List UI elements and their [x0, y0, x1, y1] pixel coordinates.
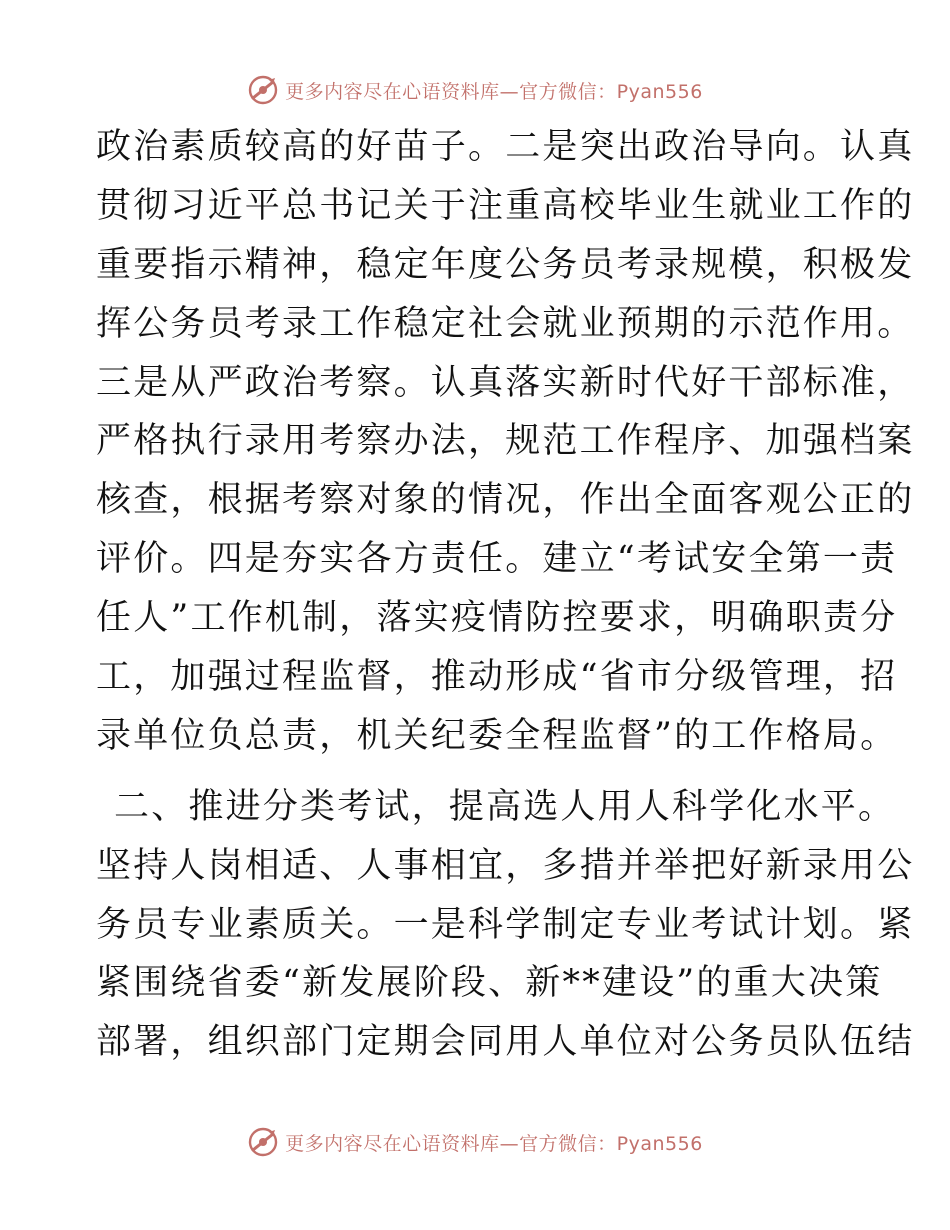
watermark-text: 更多内容尽在心语资料库—官方微信：Pyan556 — [285, 1132, 703, 1155]
text-line: 挥公务员考录工作稳定社会就业预期的示范作用。 — [96, 303, 915, 344]
text-line: 重要指示精神，稳定年度公务员考录规模，积极发 — [96, 244, 915, 285]
section-heading: 二、推进分类考试，提高选人用人科学化水平。 — [114, 786, 896, 827]
paragraph-1 — [96, 118, 915, 766]
text-line: 核查，根据考察对象的情况，作出全面客观公正的 — [96, 480, 915, 521]
watermark-text: 更多内容尽在心语资料库—官方微信：Pyan556 — [285, 80, 703, 103]
text-line: 录单位负总责，机关纪委全程监督”的工作格局。 — [96, 715, 898, 756]
watermark-logo-icon — [247, 1126, 279, 1158]
header-watermark — [0, 70, 950, 110]
text-line: 务员专业素质关。一是科学制定专业考试计划。紧 — [96, 904, 915, 945]
text-line: 贯彻习近平总书记关于注重高校毕业生就业工作的 — [96, 185, 915, 226]
text-line: 部署，组织部门定期会同用人单位对公务员队伍结 — [96, 1022, 915, 1063]
watermark-logo-icon — [247, 74, 279, 106]
text-line: 工，加强过程监督，推动形成“省市分级管理，招 — [96, 657, 898, 698]
paragraph-2 — [96, 837, 915, 1073]
text-line: 三是从严政治考察。认真落实新时代好干部标准， — [96, 362, 915, 403]
paragraph-spacer — [96, 766, 856, 778]
text-line: 任人”工作机制，落实疫情防控要求，明确职责分 — [96, 598, 898, 639]
text-line: 坚持人岗相适、人事相宜，多措并举把好新录用公 — [96, 845, 915, 886]
text-line: 评价。四是夯实各方责任。建立“考试安全第一责 — [96, 539, 898, 580]
text-line: 政治素质较高的好苗子。二是突出政治导向。认真 — [96, 127, 915, 167]
document-body — [96, 118, 915, 1072]
footer-watermark — [0, 1122, 950, 1162]
text-line: 严格执行录用考察办法，规范工作程序、加强档案 — [96, 421, 915, 462]
text-line: 紧围绕省委“新发展阶段、新**建设”的重大决策 — [96, 963, 883, 1004]
